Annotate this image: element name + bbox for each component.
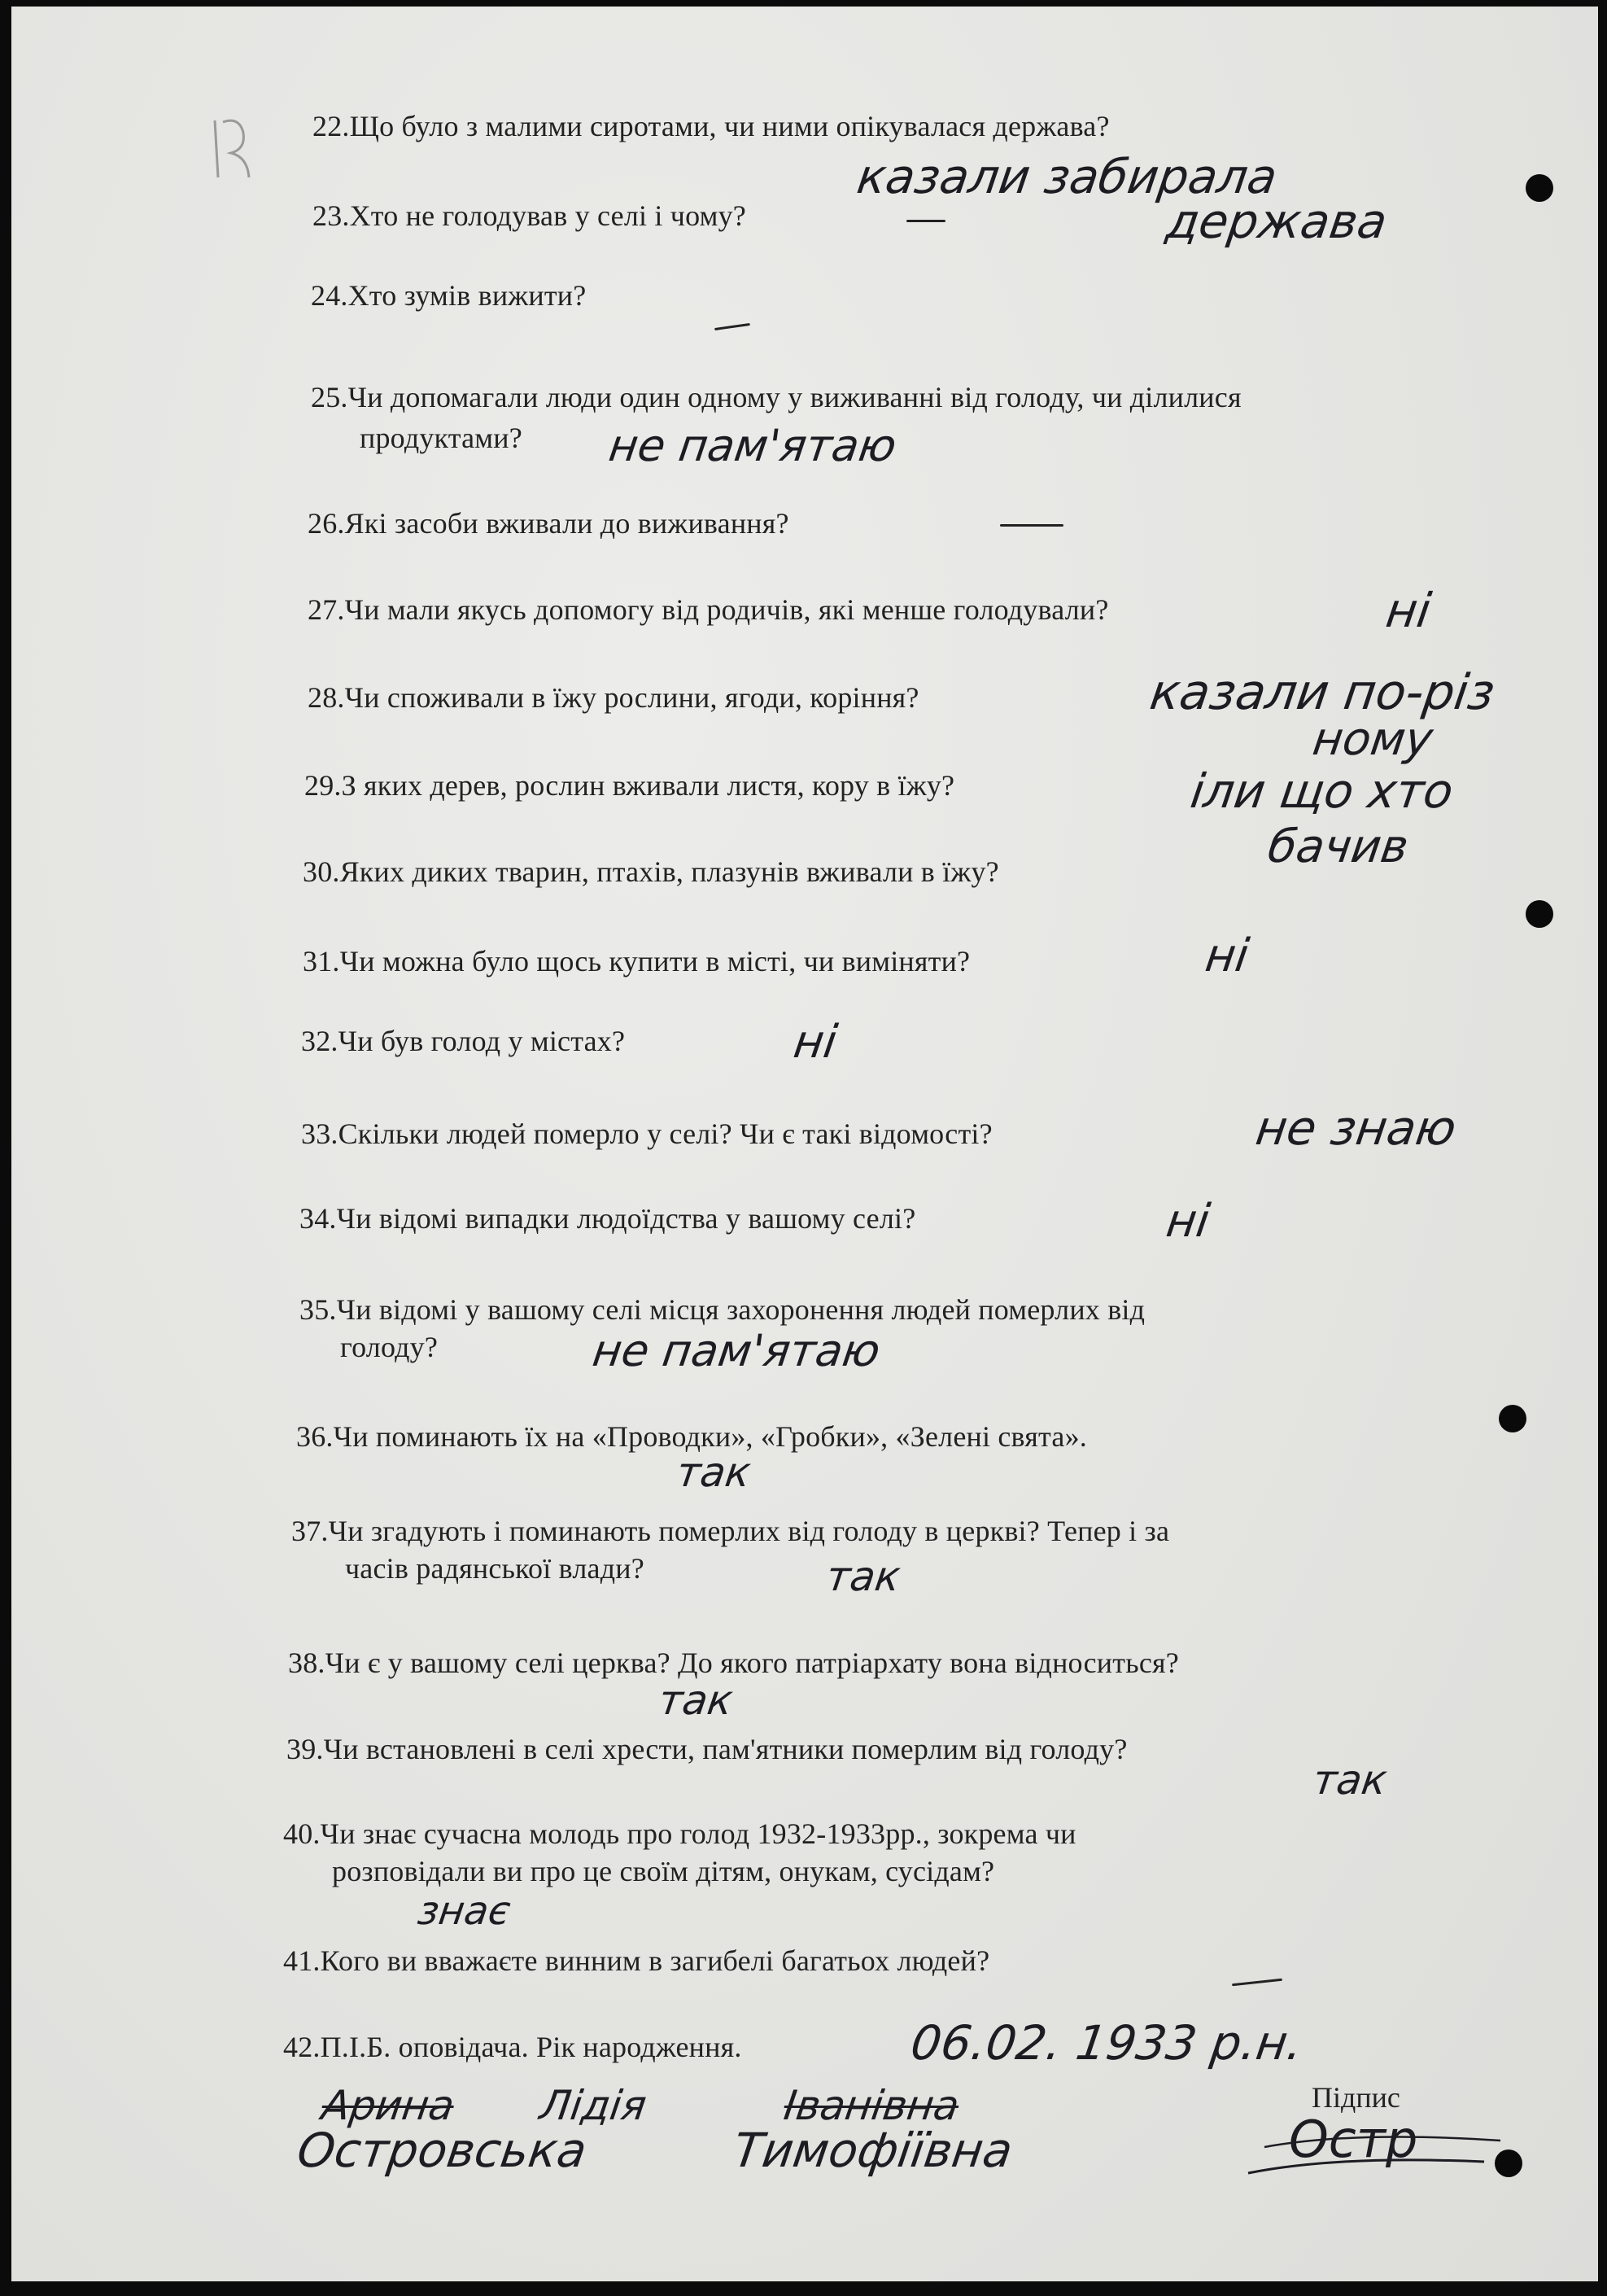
answer-31: ні — [1202, 929, 1252, 982]
answer-36: так — [673, 1449, 754, 1496]
question-text: 41.Кого ви вважаєте винним в загибелі багатьох людей? — [283, 1944, 990, 1977]
question-text: 37.Чи згадують і поминають померлих від голоду в церкві? Тепер і за — [291, 1515, 1170, 1547]
answer-40: знає — [415, 1888, 513, 1934]
binder-hole — [1526, 174, 1553, 202]
question-42 — [283, 2028, 742, 2066]
question-text: 33.Скільки людей померло у селі? Чи є такі відомості? — [301, 1117, 993, 1150]
signature-glyphs: Остр — [1289, 2110, 1418, 2169]
birth-date: 06.02. 1933 р.н. — [907, 2015, 1307, 2071]
answer-27: ні — [1382, 583, 1435, 638]
question-text: 42.П.І.Б. оповідача. Рік народження. — [283, 2031, 742, 2063]
handwritten-signature — [1240, 2098, 1517, 2188]
question-28 — [308, 679, 919, 716]
question-23 — [312, 197, 746, 234]
question-26 — [308, 505, 789, 542]
answer-22-line2: держава — [1163, 194, 1391, 249]
answer-23-dash — [906, 220, 945, 222]
question-text: 30.Яких диких тварин, птахів, плазунів вживали в їжу? — [303, 855, 999, 888]
answer-30: бачив — [1264, 820, 1412, 873]
question-41 — [283, 1942, 989, 1979]
answer-33: не знаю — [1252, 1100, 1460, 1156]
question-text: 22.Що було з малими сиротами, чи ними опікувалася держава? — [312, 110, 1110, 142]
question-24 — [311, 277, 586, 314]
answer-35: не пам'ятаю — [589, 1325, 884, 1376]
question-text: 39.Чи встановлені в селі хрести, пам'ятники померлим від голоду? — [286, 1733, 1128, 1765]
surname: Островська — [294, 2123, 591, 2178]
answer-38: так — [655, 1677, 736, 1724]
question-text: 36.Чи поминають їх на «Проводки», «Гробки», «Зелені свята». — [296, 1420, 1087, 1453]
question-text-continued: часів радянської влади? — [345, 1552, 644, 1585]
question-text: 24.Хто зумів вижити? — [311, 279, 587, 312]
binder-hole — [1499, 1405, 1526, 1432]
name-struck-first: Арина — [318, 2082, 457, 2129]
question-37 — [291, 1512, 1169, 1587]
question-text: 35.Чи відомі у вашому селі місця захоронення людей померлих від — [299, 1293, 1146, 1326]
question-text: 31.Чи можна було щось купити в місті, чи виміняти? — [303, 945, 971, 977]
question-31 — [303, 942, 970, 980]
question-text: 23.Хто не голодував у селі і чому? — [312, 199, 746, 232]
name-struck-last: Іванівна — [780, 2082, 963, 2129]
question-text: 38.Чи є у вашому селі церква? До якого патріархату вона відноситься? — [288, 1647, 1179, 1679]
name-given: Лідія — [536, 2082, 650, 2129]
question-text: 40.Чи знає сучасна молодь про голод 1932-1933рр., зокрема чи — [283, 1817, 1076, 1850]
answer-28-line1: казали по-різ — [1146, 664, 1499, 721]
question-text: 32.Чи був голод у містах? — [301, 1025, 626, 1057]
question-34 — [299, 1200, 915, 1237]
answer-39: так — [1309, 1756, 1391, 1804]
margin-pencil-mark — [207, 112, 272, 186]
patronymic: Тимофіївна — [730, 2123, 1016, 2178]
answer-22-line1: казали забирала — [854, 149, 1281, 204]
question-text-continued: продуктами? — [360, 422, 522, 454]
question-text: 28.Чи споживали в їжу рослини, ягоди, коріння? — [308, 681, 919, 714]
question-33 — [301, 1115, 993, 1152]
answer-25: не пам'ятаю — [605, 420, 900, 471]
questionnaire-page — [11, 7, 1598, 2281]
question-text: 29.З яких дерев, рослин вживали листя, кору в їжу? — [304, 769, 955, 802]
question-text-continued: розповідали ви про це своїм дітям, онукам, сусідам? — [332, 1855, 995, 1887]
question-32 — [301, 1022, 625, 1060]
question-text: 25.Чи допомагали люди один одному у виживанні від голоду, чи ділилися — [311, 381, 1242, 413]
question-30 — [303, 853, 999, 890]
answer-29: іли що хто — [1187, 763, 1457, 819]
binder-hole — [1526, 900, 1553, 928]
question-29 — [304, 767, 954, 804]
question-22 — [312, 107, 1110, 145]
question-text: 34.Чи відомі випадки людоїдства у вашому селі? — [299, 1202, 916, 1235]
question-39 — [286, 1730, 1128, 1768]
answer-34: ні — [1163, 1195, 1213, 1248]
answer-41-dash — [1232, 1979, 1282, 1986]
answer-24-dash — [714, 323, 750, 330]
question-text-continued: голоду? — [340, 1331, 439, 1363]
question-text: 26.Які засоби вживали до виживання? — [308, 507, 789, 540]
answer-32: ні — [790, 1016, 841, 1069]
signature-label: Підпис — [1312, 2081, 1400, 2114]
answer-28-line2: ному — [1309, 713, 1436, 766]
answer-26-dash — [1000, 524, 1063, 527]
answer-37: так — [823, 1553, 904, 1600]
question-27 — [308, 591, 1109, 628]
question-text: 27.Чи мали якусь допомогу від родичів, які менше голодували? — [308, 593, 1109, 626]
question-40 — [283, 1815, 1076, 1890]
